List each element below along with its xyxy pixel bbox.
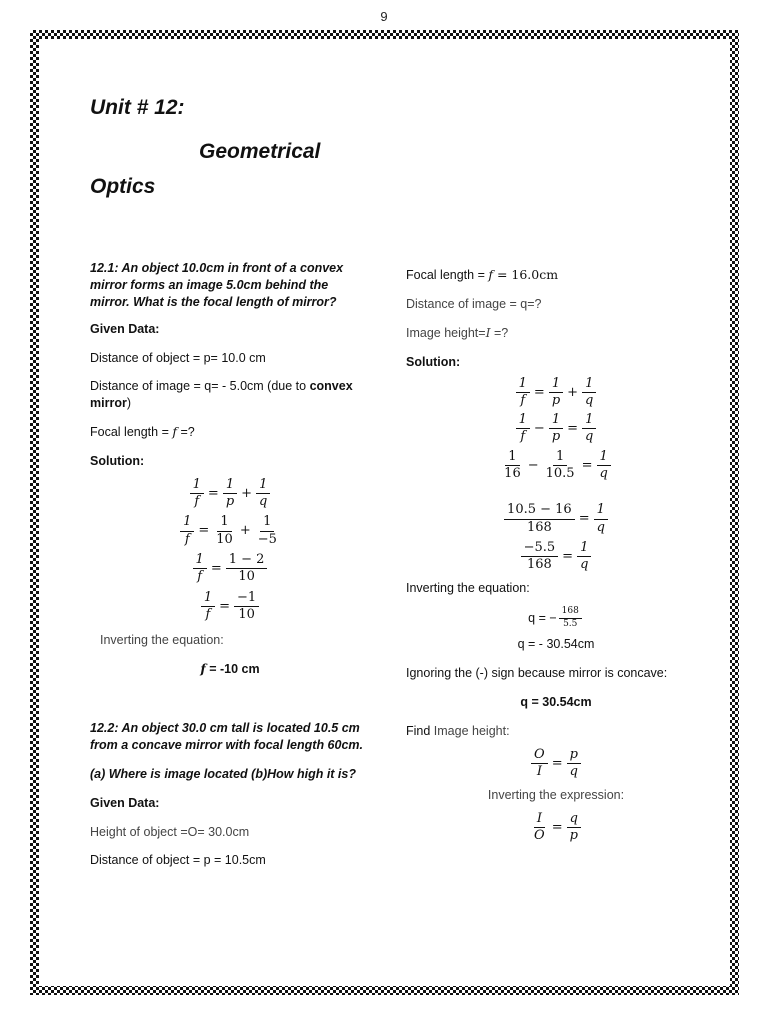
page-number: 9: [380, 9, 388, 24]
fraction: $\frac{1}{f}$: [180, 515, 194, 547]
fraction: $\frac{1}{f}$: [516, 413, 530, 445]
left-column: [90, 260, 370, 869]
equation-simplified-2: [406, 541, 706, 573]
q1-line: mirror. What is the focal length of mirror?: [90, 294, 337, 309]
fraction: $\frac{1}{p}$: [549, 377, 563, 409]
distance-image-unknown: Distance of image = q=?: [406, 296, 542, 311]
op: =: [207, 485, 219, 501]
equation-combined-2: [406, 503, 706, 535]
right-column: [406, 267, 706, 844]
text: ): [126, 396, 131, 411]
equation-combined: [90, 553, 370, 585]
fraction: $\frac{1}{10}$: [216, 514, 233, 547]
fraction: $\frac{1}{f}$: [193, 553, 207, 585]
fraction: $\frac{1}{q}$: [582, 377, 596, 409]
op: =: [578, 511, 590, 527]
distance-image-line: [90, 378, 370, 412]
question-12-1: [90, 260, 370, 311]
op: =: [551, 820, 563, 836]
text-bold: convex: [309, 379, 353, 394]
result-focal-length: [90, 661, 370, 678]
op: =: [210, 561, 222, 577]
fraction: $\frac{-5.5}{168}$: [521, 541, 559, 573]
text-bold: mirror: [90, 396, 127, 411]
height-object-line: Height of object =O= 30.0cm: [90, 824, 250, 839]
fraction: $\frac{1}{q}$: [594, 503, 608, 535]
fraction: $\frac{1}{f}$: [516, 377, 530, 409]
q2-line: from a concave mirror with focal length 60cm.: [90, 737, 363, 752]
fraction: $\frac{q}{p}$: [567, 812, 581, 844]
fraction: $\frac{1}{10.5}$: [545, 448, 575, 481]
q1-line: 12.1: An object 10.0cm in front of a convex: [90, 261, 344, 275]
fraction: $\frac{1}{p}$: [223, 478, 237, 510]
op: =: [581, 457, 593, 473]
equation-rearranged: [406, 413, 706, 445]
text: =?: [176, 425, 195, 440]
equation-mirror-formula-2: [406, 377, 706, 409]
op: =: [198, 523, 210, 539]
fraction: $\frac{1}{q}$: [596, 450, 610, 482]
text: =?: [490, 325, 509, 340]
op: =: [219, 598, 230, 614]
inverting-label: Inverting the equation:: [100, 633, 224, 648]
op: =: [562, 548, 574, 564]
fraction: $\frac{-1}{10}$: [234, 591, 259, 623]
fraction: $\frac{I}{O}$: [534, 811, 545, 844]
fraction: $\frac{O}{I}$: [531, 748, 548, 780]
fraction: $\frac{1}{p}$: [549, 413, 563, 445]
text: = 16.0cm: [492, 267, 559, 282]
op: =: [533, 384, 545, 400]
text: q = −: [528, 611, 557, 626]
text: Image height:: [433, 723, 510, 738]
given-data-heading: Given Data:: [90, 321, 160, 336]
op: −: [533, 421, 545, 437]
fraction: $\frac{1}{q}$: [577, 541, 591, 573]
inverting-label-2: Inverting the equation:: [406, 581, 530, 596]
distance-object-line: Distance of object = p= 10.0 cm: [90, 350, 266, 365]
fraction: $\frac{168}{5.5}$: [559, 607, 582, 630]
fraction: $\frac{1}{-5}$: [257, 514, 277, 547]
equation-magnification: [406, 748, 706, 780]
text: Image height=: [406, 325, 486, 340]
fraction: $\frac{1}{q}$: [256, 478, 270, 510]
unit-title: Unit # 12:: [90, 96, 185, 119]
symbol-f: f: [172, 424, 177, 440]
solution-heading-2: Solution:: [406, 354, 461, 369]
question-12-2-parts: (a) Where is image located (b)How high it is?: [90, 766, 356, 781]
q1-line: mirror forms an image 5.0cm behind the: [90, 277, 329, 292]
op: +: [567, 384, 579, 400]
equation-magnification-inverted: [406, 812, 706, 844]
fraction: $\frac{10.5 - 16}{168}$: [504, 503, 575, 535]
fraction: $\frac{1}{f}$: [190, 478, 204, 510]
q-value-line: q = - 30.54cm: [517, 637, 595, 652]
question-12-2: [90, 720, 370, 754]
op: +: [241, 485, 253, 501]
symbol-f: f: [488, 267, 493, 282]
fraction: $\frac{1}{f}$: [201, 591, 215, 623]
q2-line: 12.2: An object 30.0 cm tall is located 10.5 cm: [90, 721, 360, 735]
focal-length-line: [90, 424, 370, 441]
text: Find: [406, 723, 434, 738]
text: Distance of image = q= - 5.0cm (due to: [90, 379, 310, 394]
fraction: $\frac{1}{16}$: [504, 448, 521, 481]
equation-mirror-formula: [90, 478, 370, 510]
op: −: [527, 457, 539, 473]
ignoring-sign-line: Ignoring the (-) sign because mirror is concave:: [406, 666, 668, 680]
given-data-heading-2: Given Data:: [90, 795, 160, 810]
title-optics: Optics: [90, 175, 156, 198]
fraction: $\frac{1 - 2}{10}$: [226, 553, 268, 585]
q-fraction-line: [406, 607, 706, 630]
focal-length-given: [406, 267, 706, 284]
solution-heading: Solution:: [90, 454, 145, 468]
op: +: [239, 523, 251, 539]
op: =: [551, 755, 563, 771]
inverting-expression-label: Inverting the expression:: [487, 788, 625, 803]
text: Focal length =: [90, 425, 173, 440]
distance-object-line-2: Distance of object = p = 10.5cm: [90, 853, 266, 868]
equation-substituted: [90, 515, 370, 547]
symbol-f: f: [200, 661, 206, 677]
fraction: $\frac{1}{q}$: [582, 413, 596, 445]
symbol-i: I: [485, 324, 491, 340]
find-image-height-line: [406, 723, 706, 740]
equation-simplified: [90, 591, 370, 623]
fraction: $\frac{p}{q}$: [567, 748, 581, 780]
result-value: = -10 cm: [205, 662, 260, 677]
image-height-unknown: [406, 325, 706, 342]
text: Focal length =: [406, 268, 489, 282]
op: =: [567, 421, 579, 437]
title-geometrical: Geometrical: [199, 140, 321, 163]
equation-substituted-2: [406, 450, 706, 482]
q-final-line: q = 30.54cm: [520, 694, 592, 709]
